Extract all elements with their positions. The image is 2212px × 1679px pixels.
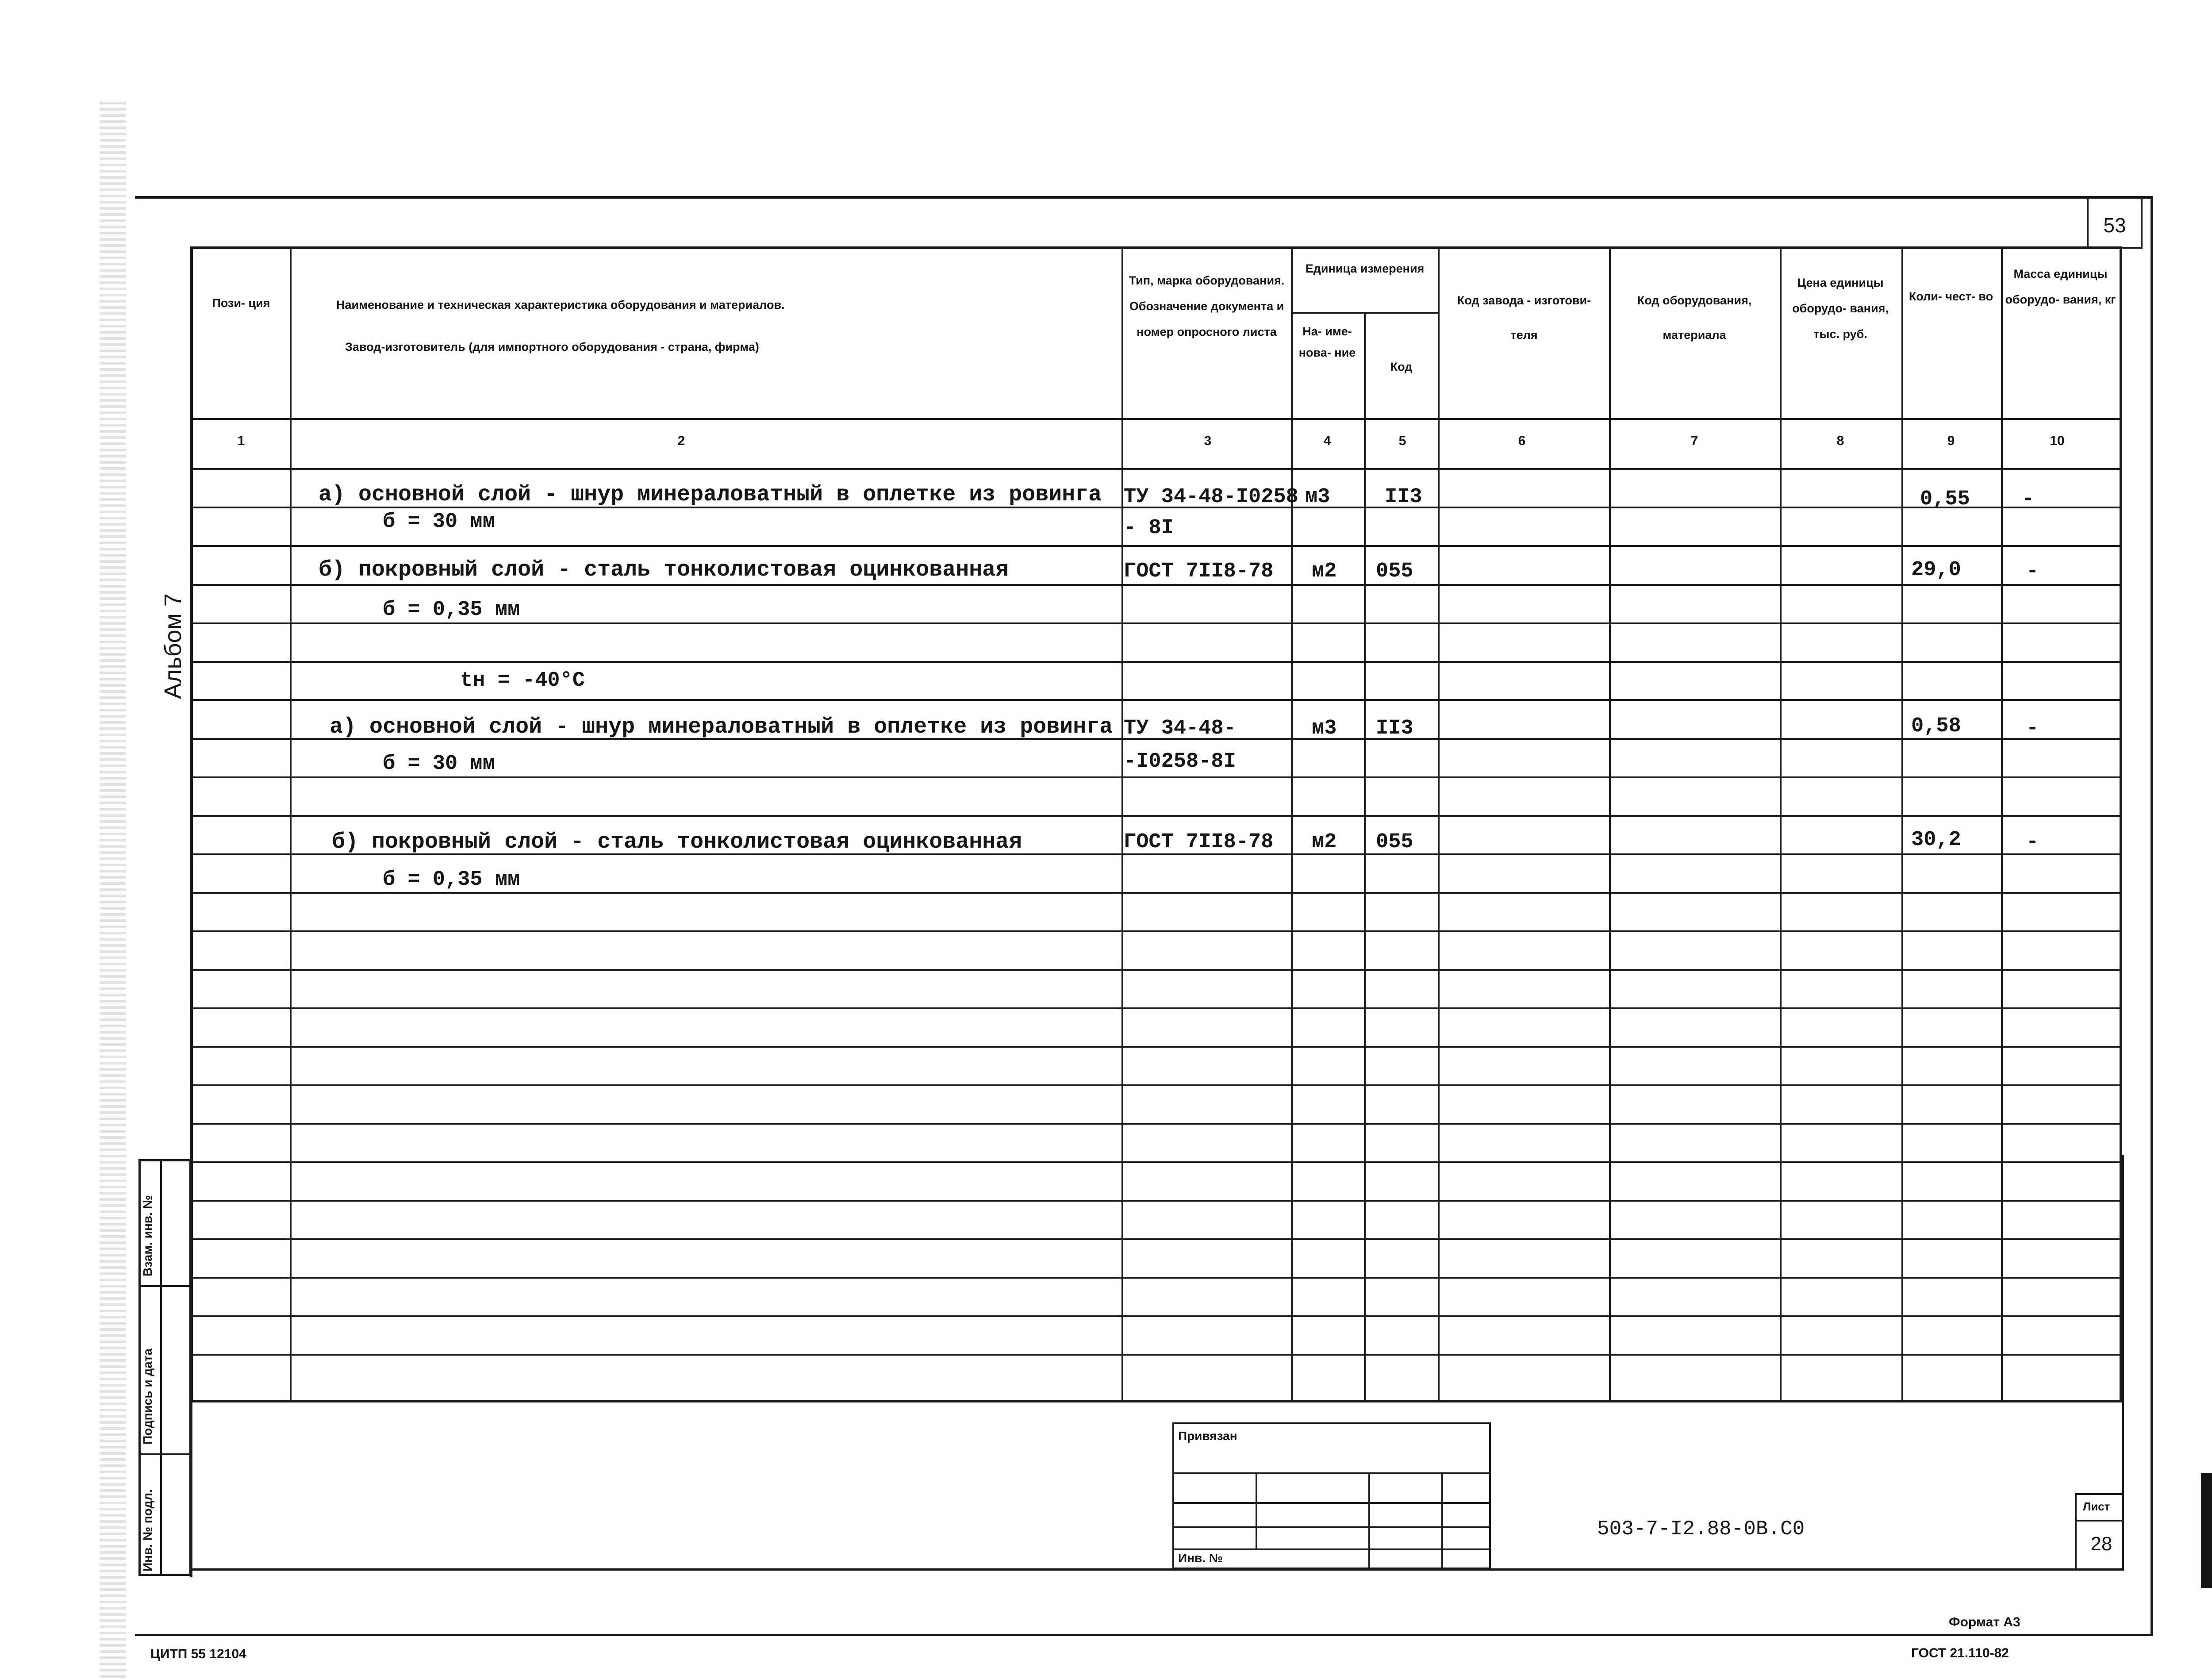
colnum-5: 5 (1398, 434, 1406, 448)
header-factory-code: Код завода - изготови- теля (1457, 294, 1591, 342)
header-unit-name: На- име- нова- ние (1298, 325, 1356, 359)
page-number: 53 (2103, 214, 2126, 237)
outer-frame-top (135, 196, 2152, 199)
header-name-line2: Завод-изготовитель (для импортного оборудования - страна, фирма) (345, 340, 759, 353)
priv-line (1172, 1526, 1491, 1528)
bottom-left-border (190, 1400, 192, 1577)
row1-doc: ТУ 34-48-I0258 (1124, 485, 1298, 509)
side-stamp-div1 (138, 1285, 192, 1287)
row8-unit: м2 (1312, 830, 1337, 854)
side-stamp-div2 (138, 1453, 192, 1455)
album-label: Альбом 7 (160, 593, 186, 699)
row-line (190, 892, 2122, 894)
col-line-5 (1438, 246, 1440, 1402)
cipt-label: ЦИТП 55 12104 (150, 1647, 246, 1661)
row2-name: б = 30 мм (383, 510, 495, 534)
scan-mark-right (2201, 1473, 2212, 1588)
header-name-line1: Наименование и техническая характеристика оборудования и материалов. (336, 298, 785, 311)
col-line-1 (290, 246, 292, 1402)
row3-name: б) покровный слой - сталь тонколистовая оцинкованная (319, 557, 1009, 583)
colnum-divider (190, 468, 2122, 470)
row-line (190, 1315, 2122, 1317)
header-position: Пози- ция (212, 296, 270, 310)
row6-unit: м3 (1312, 717, 1337, 740)
colnum-9: 9 (1947, 434, 1955, 448)
bottom-base-line (190, 1568, 2122, 1571)
col-line-9 (2001, 246, 2003, 1402)
colnum-3: 3 (1204, 434, 1212, 448)
priv-vline (1256, 1472, 1257, 1548)
outer-frame-right (2151, 196, 2153, 1636)
row6-mass: - (2026, 717, 2039, 740)
row1-unit: м3 (1305, 485, 1330, 509)
header-unit-code: Код (1390, 360, 1413, 373)
gost-label: ГОСТ 21.110-82 (1911, 1646, 2009, 1660)
colnum-10: 10 (2050, 434, 2065, 448)
row-line (190, 1277, 2122, 1279)
priv-line (1172, 1548, 1491, 1550)
side-stamp-inner (160, 1159, 162, 1576)
header-equipment-code: Код оборудования, материала (1637, 294, 1752, 342)
row-line (190, 1007, 2122, 1009)
format-label: Формат А3 (1949, 1615, 2020, 1629)
colnum-6: 6 (1518, 434, 1526, 448)
scan-edge-left (100, 102, 126, 1679)
row3-mass: - (2026, 560, 2039, 583)
colnum-7: 7 (1690, 434, 1698, 448)
row1-mass: - (2022, 488, 2035, 511)
row9-name: б = 0,35 мм (383, 868, 520, 891)
col-line-7 (1780, 246, 1782, 1402)
row6-code: II3 (1376, 717, 1413, 740)
col-line-6 (1609, 246, 1611, 1402)
row6-name: а) основной слой - шнур минераловатный в оплетке из ровинга (330, 715, 1113, 740)
priv-line (1172, 1472, 1491, 1474)
row3-doc: ГОСТ 7II8-78 (1124, 560, 1274, 583)
row-line (190, 1046, 2122, 1048)
row-line (190, 1354, 2122, 1356)
sheet-number: 28 (2090, 1533, 2112, 1555)
header-price: Цена единицы оборудо- вания, тыс. руб. (1792, 276, 1889, 341)
row-line (190, 622, 2122, 624)
colnum-4: 4 (1323, 434, 1331, 448)
row3-code: 055 (1376, 560, 1413, 583)
row3-unit: м2 (1312, 560, 1337, 583)
sheet-box-divider (2075, 1520, 2124, 1521)
row8-name: б) покровный слой - сталь тонколистовая оцинкованная (332, 830, 1022, 855)
side-stamp-inv: Инв. № подл. (141, 1489, 154, 1571)
side-stamp-vzam: Взам. инв. № (141, 1195, 154, 1276)
row7-doc: -I0258-8I (1124, 750, 1236, 773)
col-line-8 (1901, 246, 1903, 1402)
row1-code: II3 (1385, 485, 1422, 509)
row6-qty: 0,58 (1911, 715, 1961, 738)
row-line (190, 1161, 2122, 1163)
row-line (190, 930, 2122, 932)
header-quantity: Коли- чест- во (1909, 290, 1993, 303)
priv-line (1172, 1502, 1491, 1504)
col-line-2 (1121, 246, 1123, 1402)
privyazan-label: Привязан (1178, 1429, 1237, 1443)
unit-group-divider (1291, 312, 1438, 314)
colnum-1: 1 (237, 434, 245, 448)
row1-name: а) основной слой - шнур минераловатный в оплетке из ровинга (319, 482, 1102, 507)
row2-doc: - 8I (1124, 516, 1174, 540)
row8-doc: ГОСТ 7II8-78 (1124, 830, 1274, 854)
colnum-8: 8 (1836, 434, 1844, 448)
row7-name: б = 30 мм (383, 752, 495, 776)
header-divider (190, 418, 2122, 420)
row-line (190, 969, 2122, 971)
row3-qty: 29,0 (1911, 558, 1961, 582)
outer-frame-bottom (135, 1634, 2152, 1636)
inv-no-label: Инв. № (1178, 1551, 1223, 1565)
row1-qty: 0,55 (1920, 488, 1970, 511)
row-line (190, 545, 2122, 547)
row-line (190, 661, 2122, 663)
sheet-label: Лист (2083, 1500, 2110, 1513)
row-line (190, 1238, 2122, 1240)
header-mass: Масса единицы оборудо- вания, кг (2005, 267, 2116, 306)
row-line (190, 776, 2122, 778)
row-line (190, 1084, 2122, 1086)
priv-vline (1368, 1472, 1370, 1569)
document-code: 503-7-I2.88-0В.С0 (1597, 1518, 1805, 1541)
row-line (190, 1123, 2122, 1125)
row-line (190, 699, 2122, 701)
row8-code: 055 (1376, 830, 1413, 854)
privyazan-block (1172, 1422, 1491, 1569)
row5-name: tн = -40°С (460, 669, 585, 692)
row-line (190, 1200, 2122, 1202)
row6-doc: ТУ 34-48- (1124, 717, 1236, 740)
col-line-3 (1291, 246, 1293, 1402)
row8-qty: 30,2 (1911, 828, 1961, 852)
row-line (190, 815, 2122, 817)
row-line (190, 584, 2122, 586)
row4-name: б = 0,35 мм (383, 598, 520, 622)
priv-vline (1441, 1472, 1443, 1569)
header-type-doc: Тип, марка оборудования. Обозначение документа и номер опросного листа (1129, 274, 1285, 338)
header-unit-group: Единица измерения (1305, 262, 1425, 275)
colnum-2: 2 (677, 434, 685, 448)
side-stamp-podpis: Подпись и дата (141, 1349, 154, 1445)
row8-mass: - (2026, 830, 2039, 854)
row-line (190, 1400, 2122, 1402)
